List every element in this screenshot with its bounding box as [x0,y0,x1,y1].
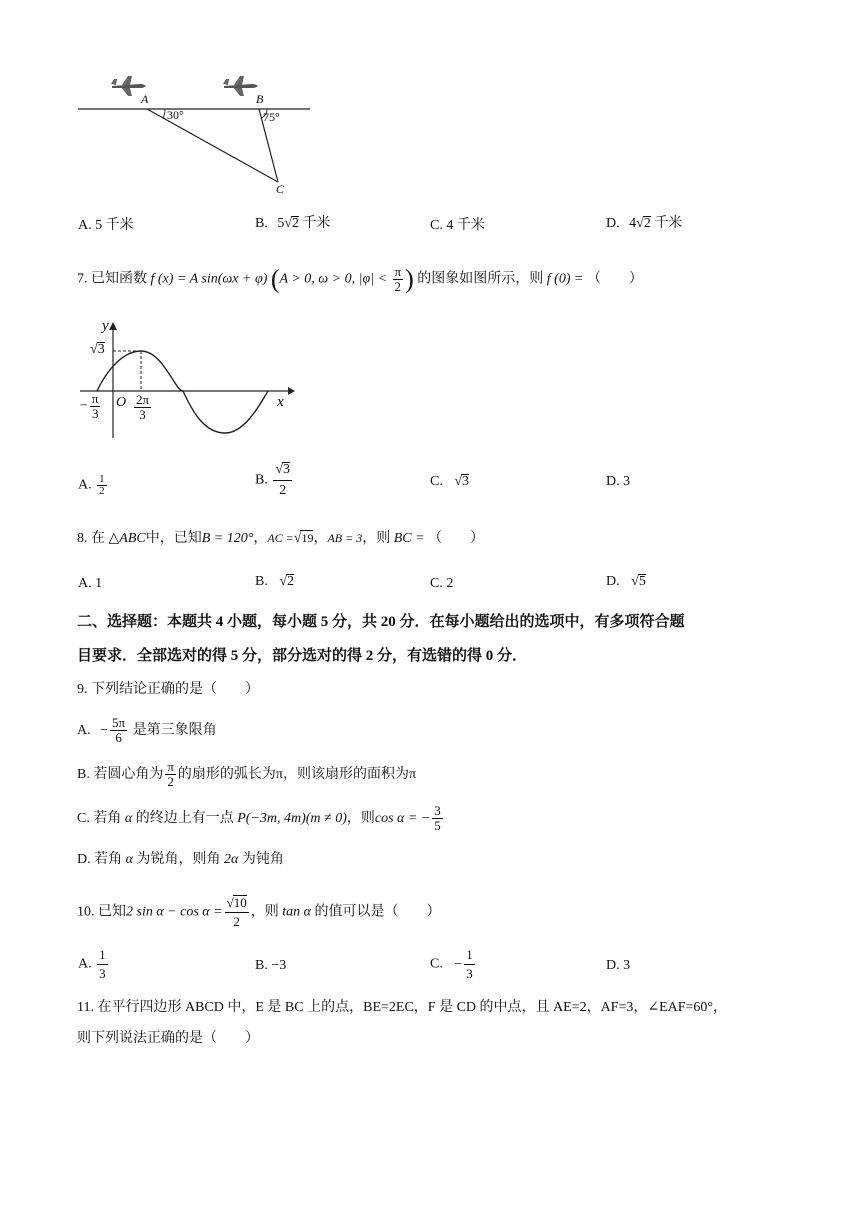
denominator: 2 [279,483,287,498]
alpha-symbol: α [124,811,133,826]
ask-expression: BC = [393,531,425,546]
question-lead: 已知 [98,904,126,920]
radicand: 19 [301,531,314,545]
q9-option-c [77,802,445,836]
answer-blank: （ ） [428,531,485,546]
sqrt-icon: √ [293,531,302,546]
option-prefix: C. [430,956,443,972]
condition-angle-b: B = 120° [201,531,254,546]
minus-sign: − [100,723,109,738]
question-number: 10. [77,904,95,920]
function-conditions: A > 0, ω > 0, |φ| < [279,271,388,287]
option-text: C. 若角 [77,811,122,826]
condition-ab: AB = 3 [327,531,363,545]
radicand: 10 [233,895,247,910]
coefficient: 5 [277,216,285,231]
radicand: 5 [638,574,646,589]
airplane-icon [223,76,258,96]
trig-expression: 2 sin α − cos α = [126,904,223,920]
q9-option-b [77,758,416,792]
two-pi-over-3-tick [132,393,153,422]
denominator: 2 [233,914,240,929]
question-10 [77,894,440,931]
angle-a-label: 30° [167,108,184,122]
q10-option-d: D. 3 [606,958,631,973]
numerator: π [91,391,99,406]
sqrt3-tick-label [90,342,105,358]
numerator: 3 [434,803,441,819]
option-prefix: D. [606,574,620,589]
alpha-symbol: α [125,852,133,867]
option-prefix: A. [78,956,92,972]
question-lead: 已知函数 [91,271,147,287]
left-paren: ( [270,264,280,294]
sqrt-icon: √ [631,574,639,589]
y-axis-label: y [102,318,109,334]
q6-option-b [255,212,331,232]
q9-option-a [77,714,217,748]
numerator: π [167,759,174,775]
triangle-label: △ABC [108,531,146,546]
section-2-heading-line-1: 二、选择题：本题共 4 小题，每小题 5 分，共 20 分．在每小题给出的选项中，有多项符合题 [77,614,685,630]
denominator: 2 [99,485,105,497]
fraction [225,894,249,931]
fraction [165,760,176,789]
numerator [273,460,292,481]
question-text: ，则 [250,904,279,920]
option-prefix: B. [255,574,268,589]
question-8 [77,528,484,549]
option-text: 的终边上有一点 [135,811,234,826]
point-a-label: A [141,92,149,106]
fraction [432,804,443,833]
option-text: 是第三象限角 [132,723,217,738]
q10-option-a [78,946,110,983]
sine-curve [97,351,268,433]
q8-option-d [606,574,646,590]
fraction [134,393,151,422]
option-text: D. 若角 [77,852,123,867]
unit: 千米 [654,216,683,231]
q6-option-c: C. 4 千米 [430,218,485,233]
denominator: 2 [167,774,174,790]
denominator: 3 [466,966,473,981]
radicand: 2 [292,216,300,231]
numerator: 5π [112,715,126,731]
fraction [273,460,292,501]
fraction [97,946,108,983]
q9-option-d [77,850,284,870]
option-prefix: D. [606,216,620,231]
q6-option-d [606,212,682,232]
double-alpha: 2α [223,852,239,867]
question-9-stem: 9. 下列结论正确的是（ ） [77,682,259,697]
denominator: 3 [139,407,146,422]
fraction [90,392,101,421]
option-text: 为钝角 [241,852,284,867]
question-text: 中，已知 [145,531,202,546]
point-expression: P(−3m, 4m)(m ≠ 0) [237,811,347,826]
q7-option-c [430,474,469,490]
x-axis-label: x [277,394,284,410]
option-text: B. 若圆心角为 [77,767,164,782]
radicand: 3 [462,474,470,489]
radicand: 3 [283,462,291,477]
option-prefix: C. [430,474,443,489]
airplane-figure [70,70,320,200]
minus-sign: − [80,398,88,414]
q10-option-b: B. −3 [255,958,287,973]
question-number: 8. [77,531,88,546]
option-prefix: A. [77,723,91,738]
option-prefix: B. [255,216,268,231]
numerator: 2π [136,392,150,407]
separator: ， [313,531,328,546]
q10-option-c [430,946,477,983]
function-expression: f (x) = A sin(ωx + φ) [150,271,268,287]
numerator: π [394,264,402,279]
condition-ac: AC = [267,531,294,545]
q8-option-a: A. 1 [78,576,103,591]
angle-b-label: 75° [263,110,280,124]
question-11-line-1: 11. 在平行四边形 ABCD 中，E 是 BC 上的点，BE=2EC，F 是 CD 的中点，且 AE=2，AF=3，∠EAF=60°， [77,1000,728,1015]
coefficient: 4 [629,216,637,231]
question-7 [77,265,643,294]
q6-option-a: A. 5 千米 [78,218,134,233]
denominator: 6 [115,730,122,746]
point-b-label: B [256,92,264,106]
cosine-expression: cos α = − [374,811,431,826]
pi-over-2 [393,265,404,294]
origin-label: O [116,395,127,410]
sqrt-icon: √ [284,216,293,231]
option-prefix: B. [255,472,268,488]
denominator: 5 [434,818,441,834]
fraction [97,474,107,497]
section-2-heading-line-2: 目要求．全部选对的得 5 分，部分选对的得 2 分，有选错的得 0 分． [77,648,528,664]
sqrt-icon: √ [226,895,234,910]
separator: ， [253,531,268,546]
sqrt-icon: √ [275,462,284,477]
sqrt-icon: √ [454,474,463,489]
point-c-label: C [276,182,285,196]
unit: 千米 [302,216,331,231]
question-lead: 在 [91,531,105,546]
q7-option-d: D. 3 [606,474,631,489]
numerator [225,894,249,913]
radicand: 3 [97,342,105,357]
radicand: 2 [643,216,651,231]
question-text: ，则 [362,531,391,546]
q7-option-b [255,460,294,501]
ask-expression: f (0) = [546,271,584,287]
option-text: ，则 [346,811,375,826]
radicand: 2 [287,574,295,589]
neg-pi-over-3-tick [80,392,102,421]
fraction [464,946,475,983]
tan-expression: tan α [282,904,311,920]
sqrt-icon: √ [279,574,288,589]
option-prefix: A. [78,477,92,493]
numerator: 1 [97,946,108,965]
question-number: 7. [77,271,88,287]
question-11-line-2: 则下列说法正确的是（ ） [77,1031,259,1046]
denominator: 3 [99,966,106,981]
minus-sign: − [454,956,463,972]
fraction [110,716,127,745]
numerator: 1 [99,473,105,485]
question-tail: 的值可以是（ ） [314,904,441,920]
sine-graph [75,318,305,458]
q7-option-a [78,474,109,497]
answer-blank: （ ） [586,271,643,287]
denominator: 3 [91,406,99,421]
right-paren: ) [405,264,414,294]
q8-option-b [255,574,294,590]
option-text: 的扇形的弧长为π，则该扇形的面积为π [177,767,417,782]
numerator: 1 [464,946,475,965]
sqrt-icon: √ [636,216,644,231]
option-text: 为锐角，则角 [136,852,221,867]
sqrt-icon: √ [90,342,98,357]
q8-option-c: C. 2 [430,576,454,591]
denominator: 2 [394,279,402,294]
question-tail: 的图象如图所示，则 [417,271,544,287]
